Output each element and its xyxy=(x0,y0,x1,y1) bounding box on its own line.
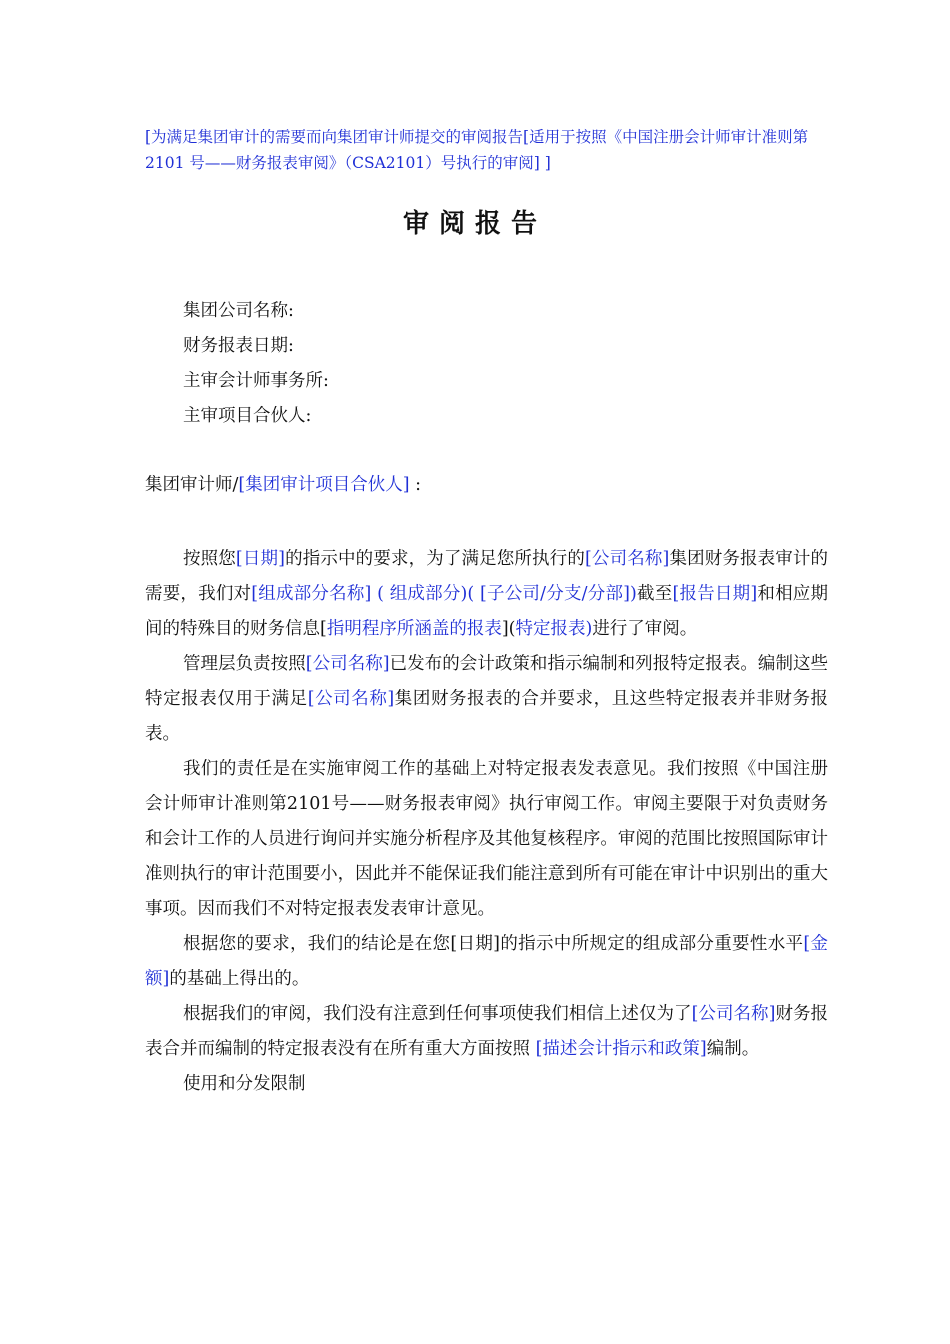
paragraph-use-restriction-heading: 使用和分发限制 xyxy=(183,1074,306,1094)
placeholder-specified-statements: 特定报表) xyxy=(515,619,593,639)
placeholder-company-name: [公司名称] xyxy=(691,1004,776,1024)
text-run: 财务报表合并而编制的特定报表没有在所有重大方面按照 xyxy=(145,1004,829,1059)
placeholder-company-name: [公司名称] xyxy=(307,689,395,709)
placeholder-report-date: [报告日期] xyxy=(672,584,758,604)
paragraph-auditor-responsibility: 我们的责任是在实施审阅工作的基础上对特定报表发表意见。我们按照《中国注册会计师审计准则第2101号——财务报表审阅》执行审阅工作。审阅主要限于对负责财务和会计工作的人员进行询问并实施分析程序及其他复核程序。审阅的范围比按照国际审计准则执行的审计范围要小，因此并不能保证我们能注意到所有可能在审计中识别出的重大事项。因而我们不对特定报表发表审计意见。 xyxy=(145,759,828,919)
text-run: 编制。 xyxy=(706,1039,760,1059)
text-run: 集团财务报表审计的需要，我们对 xyxy=(145,549,829,604)
report-body xyxy=(145,542,828,1102)
placeholder-company-name: [公司名称] xyxy=(305,654,390,674)
applicability-note xyxy=(145,124,830,176)
text-run: 截至 xyxy=(636,584,673,604)
addressee-line xyxy=(145,472,421,498)
placeholder-covered-statements: 指明程序所涵盖的报表 xyxy=(326,619,502,639)
field-report-date: 财务报表日期: xyxy=(183,336,294,356)
addressee-placeholder: [集团审计项目合伙人] xyxy=(238,475,410,495)
field-engagement-partner: 主审项目合伙人: xyxy=(183,406,312,426)
addressee-colon: : xyxy=(409,475,422,495)
placeholder-date: [日期] xyxy=(235,549,285,569)
text-run: 管理层负责按照 xyxy=(183,654,306,674)
placeholder-accounting-policies: [描述会计指示和政策] xyxy=(535,1039,707,1059)
paragraph-scope xyxy=(145,542,828,647)
text-run: 集团财务报表的合并要求，且这些特定报表并非财务报表。 xyxy=(145,689,829,744)
text-run: 根据您的要求，我们的结论是在您[日期]的指示中所规定的组成部分重要性水平 xyxy=(183,934,804,954)
placeholder-amount: [金额] xyxy=(145,934,828,989)
text-run: ]( xyxy=(501,619,516,639)
report-title: 审阅报告 xyxy=(402,209,547,239)
field-principal-firm: 主审会计师事务所: xyxy=(183,371,329,391)
placeholder-component: [组成部分名称] ( 组成部分)( [子公司/分支/分部]) xyxy=(251,584,637,604)
text-run: 已发布的会计政策和指示编制和列报特定报表。编制这些特定报表仅用于满足 xyxy=(145,654,829,709)
addressee-label: 集团审计师/ xyxy=(145,475,239,495)
text-run: 的基础上得出的。 xyxy=(169,969,310,989)
text-run: 根据我们的审阅，我们没有注意到任何事项使我们相信上述仅为了 xyxy=(183,1004,692,1024)
paragraph-conclusion xyxy=(145,997,828,1067)
paragraph-management-responsibility xyxy=(145,647,828,752)
applicability-note-text: [为满足集团审计的需要而向集团审计师提交的审阅报告[适用于按照《中国注册会计师审计准则第 2101 号——财务报表审阅》（CSA2101）号执行的审阅] ] xyxy=(145,128,809,172)
field-group-company-name: 集团公司名称: xyxy=(183,301,294,321)
text-run: 进行了审阅。 xyxy=(592,619,698,639)
text-run: 按照您 xyxy=(183,549,236,569)
placeholder-company-name: [公司名称] xyxy=(584,549,670,569)
text-run: 和相应期间的特殊目的财务信息[ xyxy=(145,584,829,639)
paragraph-materiality xyxy=(145,927,828,997)
text-run: 的指示中的要求，为了满足您所执行的 xyxy=(285,549,585,569)
